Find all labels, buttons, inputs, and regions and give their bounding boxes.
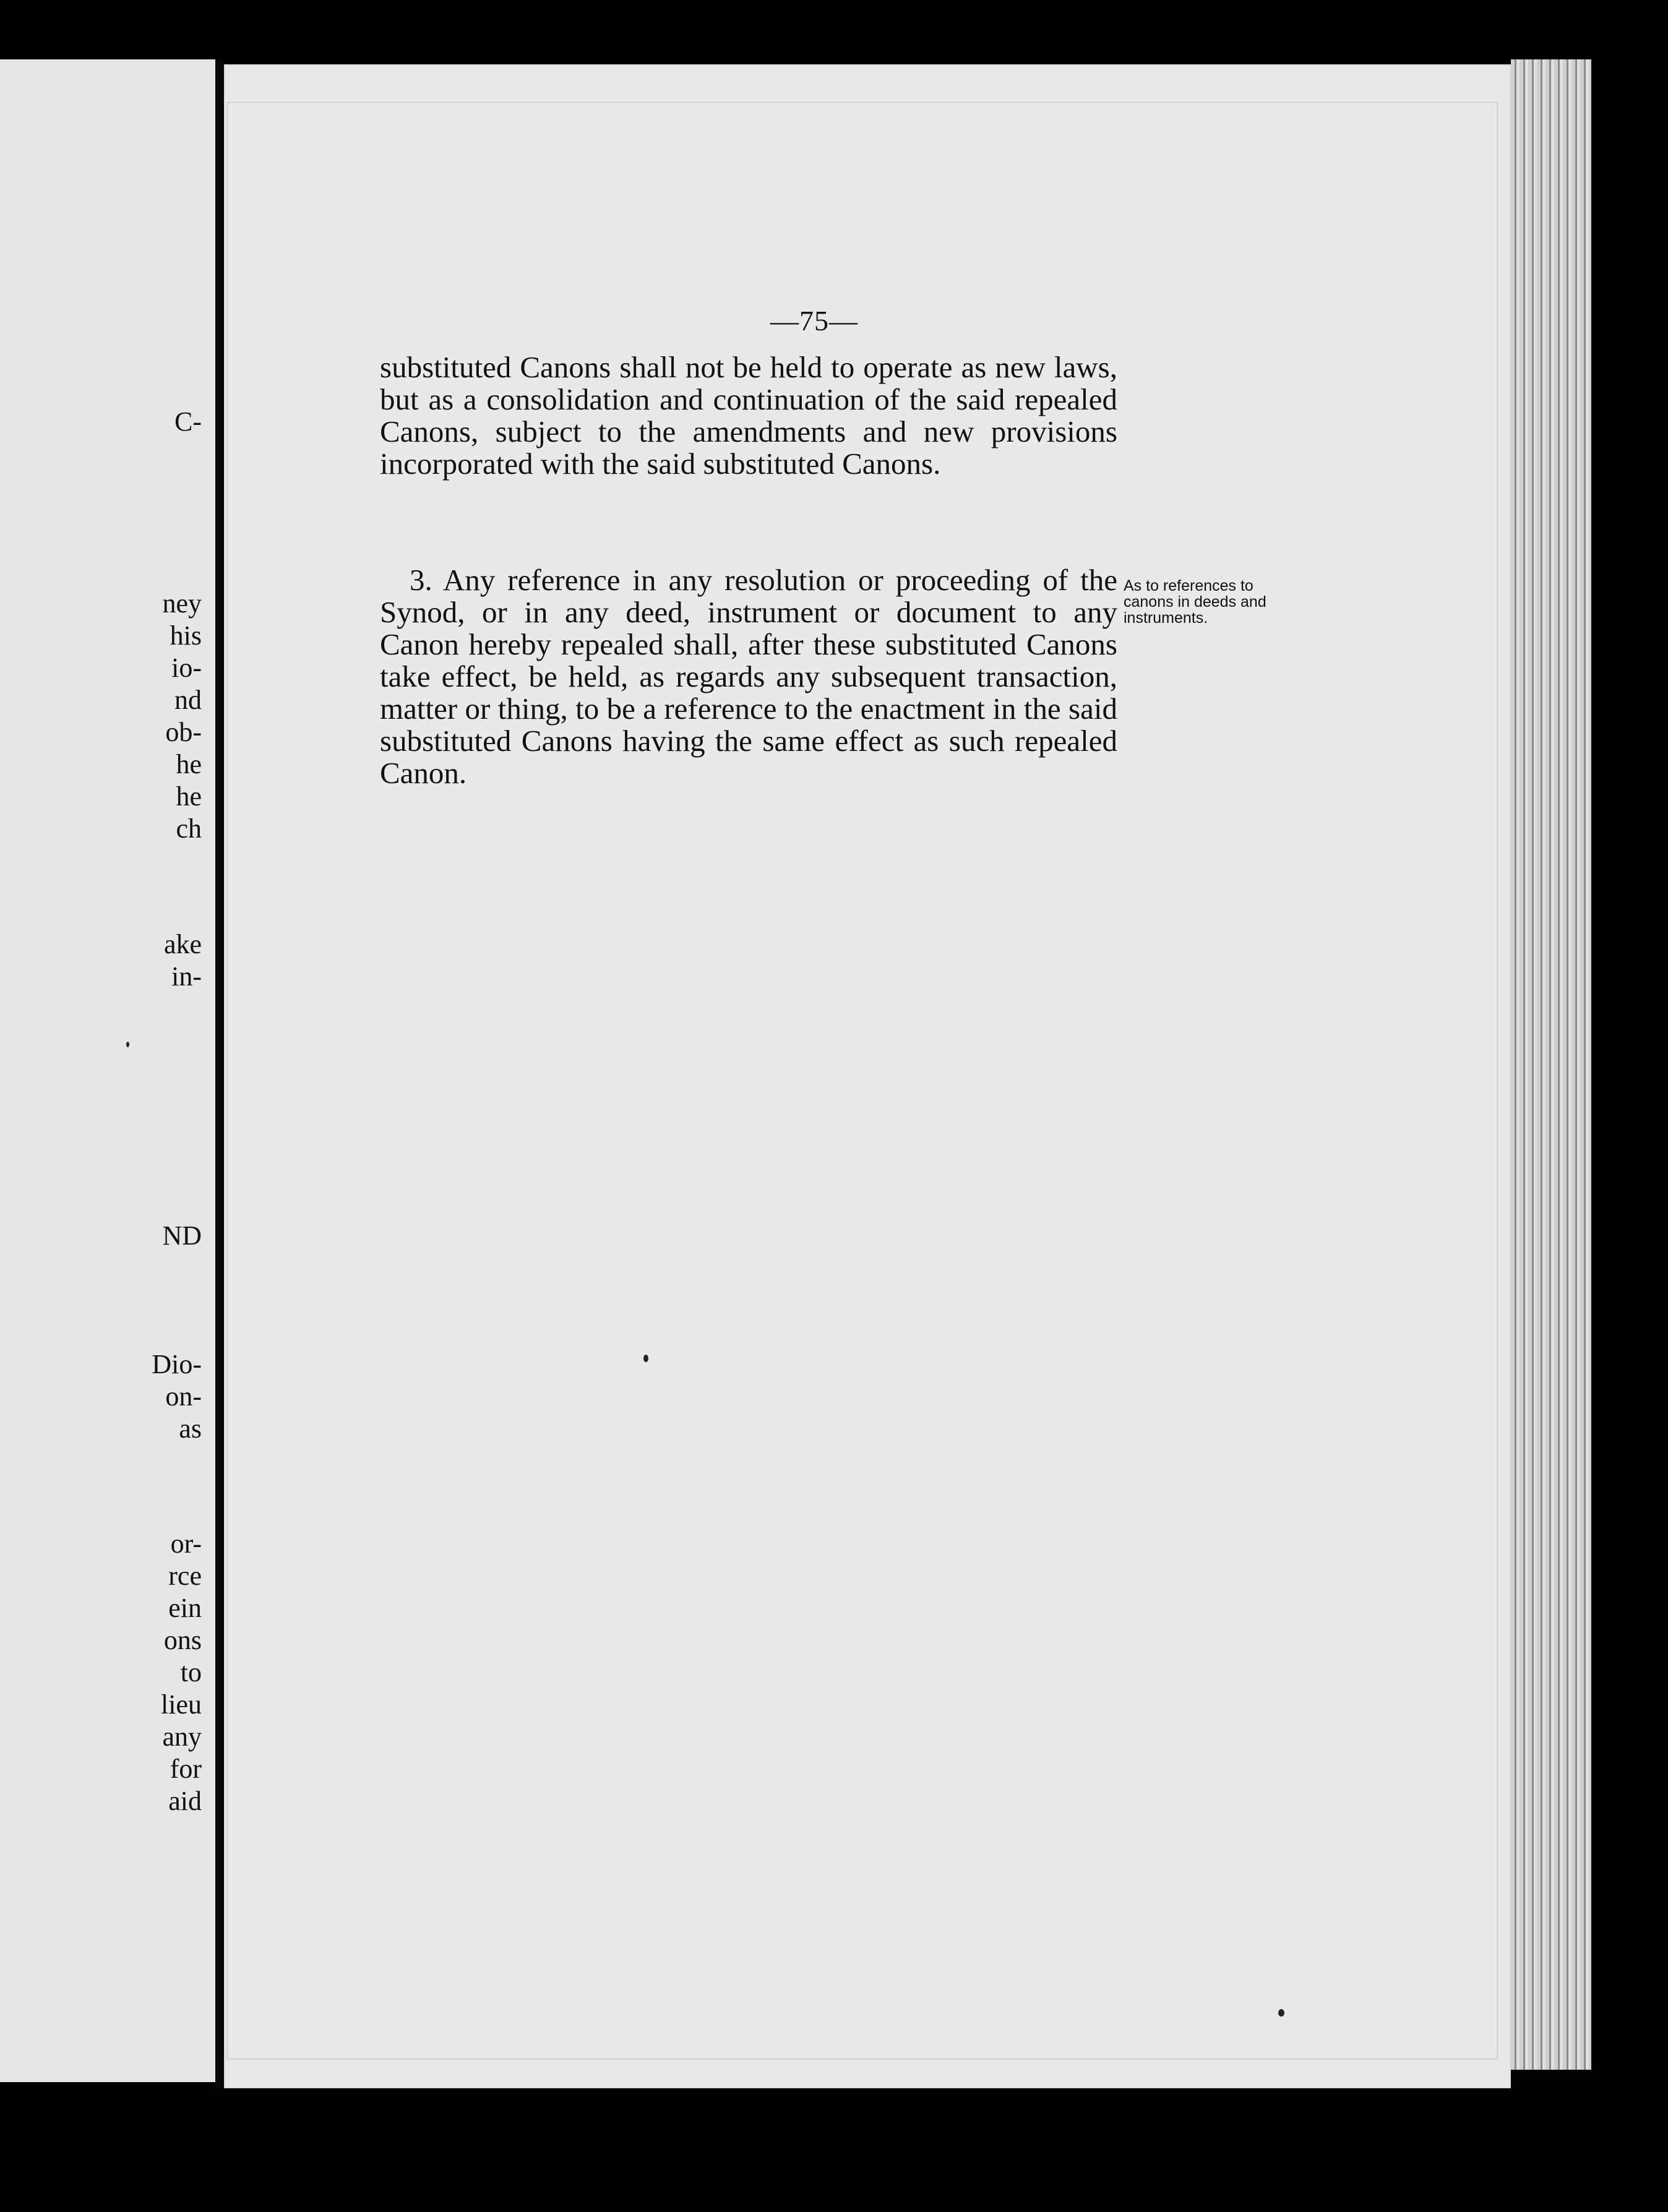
left-page-fragment: to: [180, 1657, 202, 1687]
left-page-fragment: his: [170, 620, 202, 651]
left-page-fragment: ons: [163, 1625, 202, 1655]
left-page-fragment: C-: [174, 406, 202, 437]
left-page-fragment: aid: [168, 1786, 202, 1816]
margin-note: As to references to canons in deeds and instruments.: [1124, 577, 1266, 627]
left-page-fragment: in-: [171, 961, 202, 992]
left-page-fragment: ch: [176, 813, 202, 844]
left-page-fragment: on-: [165, 1381, 202, 1412]
left-facing-page: [0, 59, 215, 2082]
left-page-fragment: ND: [162, 1220, 202, 1251]
book-gutter: [215, 59, 224, 2088]
left-page-fragment: any: [162, 1721, 202, 1752]
left-page-fragment: ake: [163, 929, 202, 959]
left-page-fragment: as: [179, 1413, 202, 1444]
left-page-fragment: he: [176, 749, 202, 779]
paragraph-continuation: substituted Canons shall not be held to operate as new laws, but as a consolidation and continuation of the said repealed Canons, subject to the amendments and new provisions incorporated with the said substituted Canons.: [380, 350, 1117, 481]
page-number: —75—: [770, 305, 858, 337]
left-page-fragment: for: [170, 1754, 202, 1784]
scan-speck: [643, 1355, 648, 1362]
left-page-fragment: or-: [170, 1528, 202, 1559]
page-block-edges: [1511, 59, 1591, 2070]
paragraph-section-3: 3. Any reference in any resolution or proceeding of the Synod, or in any deed, instrument or document to any Canon hereby repealed shall, after these substituted Canons take effect, be held, as regards any subsequent transaction, matter or thing, to be a reference to the enactment in the said substituted Canons having the same effect as such repealed Canon.: [380, 563, 1117, 790]
left-page-fragment: rce: [168, 1561, 202, 1591]
left-page-fragment: he: [176, 781, 202, 812]
scan-speck: [1278, 2009, 1284, 2017]
left-page-fragment: ney: [162, 588, 202, 619]
left-page-fragment: io-: [171, 653, 202, 683]
left-page-fragment: nd: [174, 685, 202, 715]
left-page-fragment: lieu: [161, 1689, 202, 1720]
left-page-fragment: ein: [168, 1593, 202, 1623]
left-page-fragment: ob-: [165, 717, 202, 747]
left-page-fragment: Dio-: [152, 1349, 202, 1379]
scan-speck: [126, 1042, 129, 1047]
